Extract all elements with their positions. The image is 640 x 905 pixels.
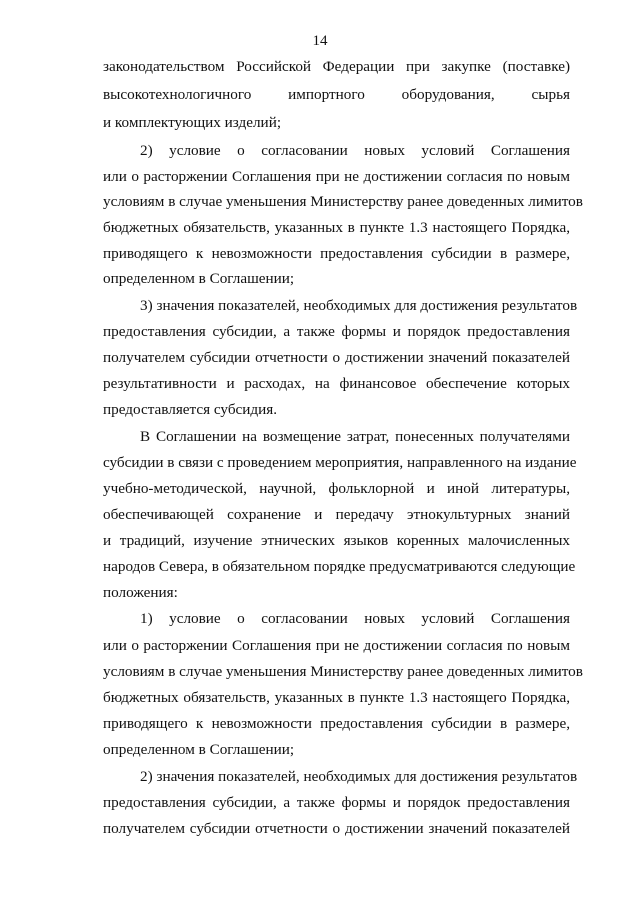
text-line: и традиций, изучение этнических языков коренных малочисленных xyxy=(103,532,570,549)
text-line: приводящего к невозможности предоставления субсидии в размере, xyxy=(103,715,570,732)
text-line: или о расторжении Соглашения при не достижении согласия по новым xyxy=(103,637,570,654)
text-line: 3) значения показателей, необходимых для достижения результатов xyxy=(140,297,578,314)
text-line: предоставляется субсидия. xyxy=(103,401,278,418)
text-line: предоставления субсидии, а также формы и порядок предоставления xyxy=(103,794,570,811)
text-line: 2) значения показателей, необходимых для достижения результатов xyxy=(140,768,578,785)
text-line: или о расторжении Соглашения при не достижении согласия по новым xyxy=(103,168,570,185)
text-line: законодательством Российской Федерации при закупке (поставке) xyxy=(103,58,570,75)
text-line: положения: xyxy=(103,584,178,601)
text-line: субсидии в связи с проведением мероприятия, направленного на издание xyxy=(103,454,577,471)
text-line: В Соглашении на возмещение затрат, понесенных получателями xyxy=(140,428,570,445)
text-line: определенном в Соглашении; xyxy=(103,270,295,287)
text-line: получателем субсидии отчетности о достижении значений показателей xyxy=(103,349,570,366)
text-line: и комплектующих изделий; xyxy=(103,114,282,131)
text-line: получателем субсидии отчетности о достижении значений показателей xyxy=(103,820,570,837)
page-number: 14 xyxy=(312,33,328,49)
text-line: условиям в случае уменьшения Министерству ранее доведенных лимитов xyxy=(103,663,583,680)
text-line: 2) условие о согласовании новых условий Соглашения xyxy=(140,142,570,159)
text-line: бюджетных обязательств, указанных в пункте 1.3 настоящего Порядка, xyxy=(103,689,570,706)
text-line: учебно-методической, научной, фольклорной и иной литературы, xyxy=(103,480,570,497)
text-line: определенном в Соглашении; xyxy=(103,741,295,758)
text-line: приводящего к невозможности предоставления субсидии в размере, xyxy=(103,245,570,262)
text-line: 1) условие о согласовании новых условий Соглашения xyxy=(140,610,570,627)
text-line: условиям в случае уменьшения Министерству ранее доведенных лимитов xyxy=(103,193,583,210)
text-line: народов Севера, в обязательном порядке предусматриваются следующие xyxy=(103,558,576,575)
text-line: бюджетных обязательств, указанных в пункте 1.3 настоящего Порядка, xyxy=(103,219,570,236)
text-line: предоставления субсидии, а также формы и порядок предоставления xyxy=(103,323,570,340)
text-line: результативности и расходах, на финансовое обеспечение которых xyxy=(103,375,570,392)
text-line: высокотехнологичного импортного оборудования, сырья xyxy=(103,86,570,103)
text-line: обеспечивающей сохранение и передачу этнокультурных знаний xyxy=(103,506,570,523)
